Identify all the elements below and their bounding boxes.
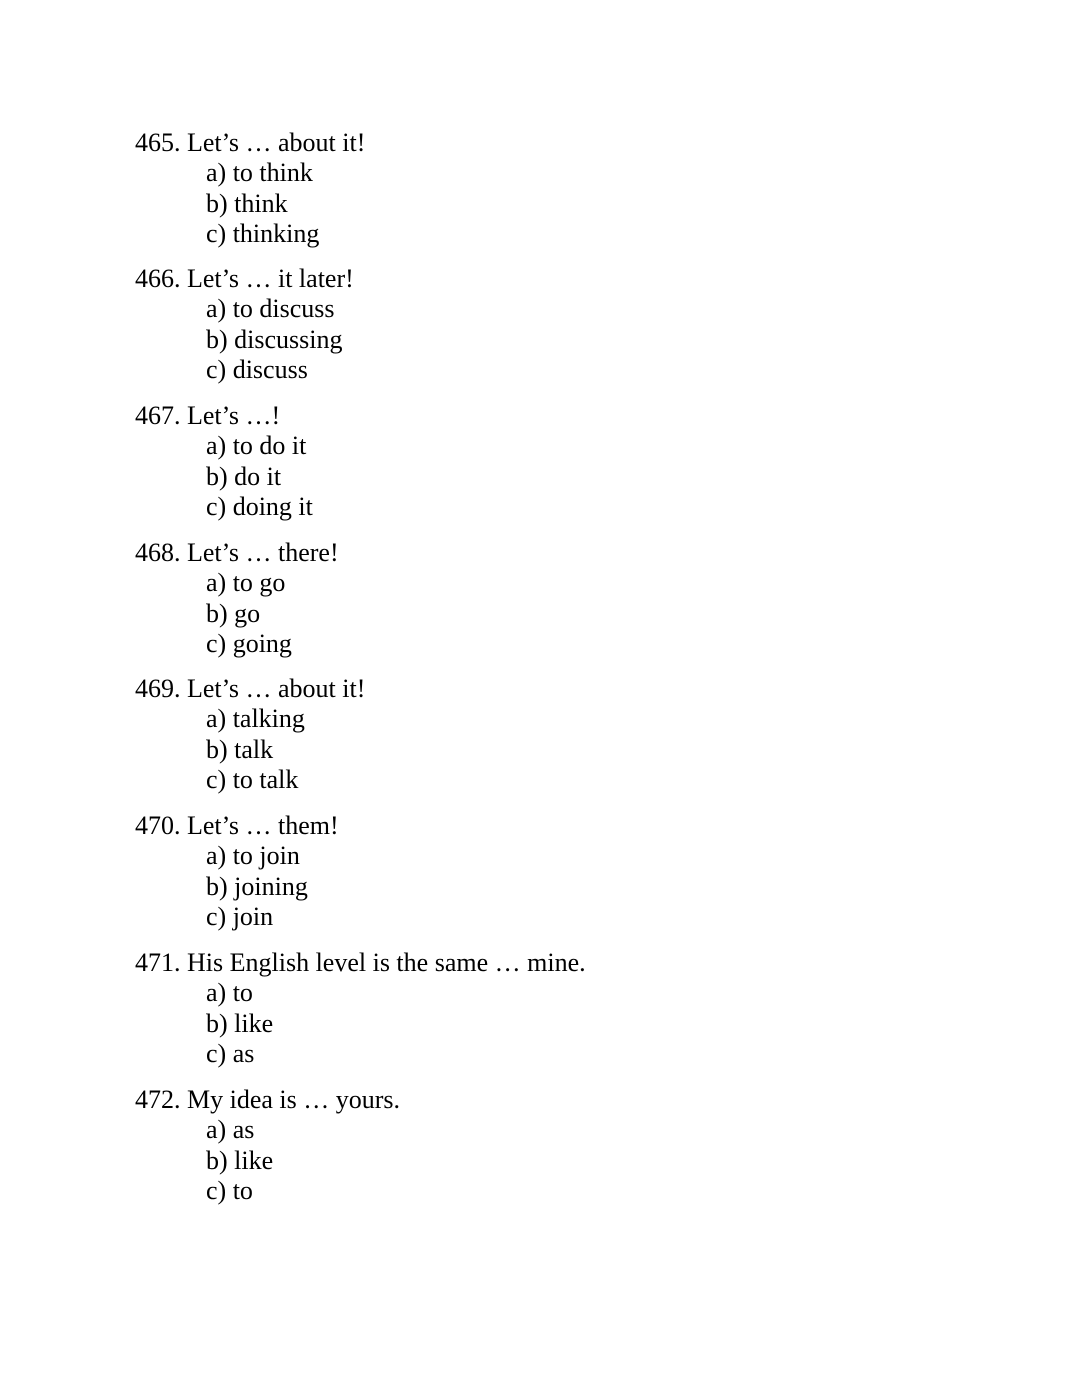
question-number: 468.: [135, 538, 181, 567]
question-472: [135, 1085, 1035, 1207]
option-b: b) go: [206, 598, 261, 628]
question-text: Let’s …!: [187, 401, 281, 430]
question-text: Let’s … there!: [187, 538, 339, 567]
option-c: c) discuss: [206, 355, 308, 384]
option-a: a) to: [206, 978, 253, 1007]
question-number: 469.: [135, 674, 181, 703]
option-c: c) going: [206, 629, 292, 658]
option-c: c) join: [206, 902, 274, 931]
question-stem: [135, 538, 1035, 568]
question-stem: [135, 128, 1035, 158]
option-c: c) to talk: [206, 765, 299, 794]
question-number: 466.: [135, 264, 181, 293]
question-text: Let’s … it later!: [187, 264, 354, 293]
option-a: a) to do it: [206, 431, 307, 460]
option-b: b) joining: [206, 871, 308, 901]
option-c: c) doing it: [206, 492, 313, 521]
option-list: [135, 158, 1035, 250]
question-468: [135, 538, 1035, 660]
option-b: b) discussing: [206, 324, 343, 354]
option-b: b) talk: [206, 734, 274, 764]
question-469: [135, 674, 1035, 796]
question-number: 472.: [135, 1085, 181, 1114]
option-a: a) talking: [206, 704, 305, 733]
option-c: c) to: [206, 1176, 253, 1205]
option-list: [135, 841, 1035, 933]
question-467: [135, 401, 1035, 523]
option-b: b) think: [206, 188, 288, 218]
question-number: 465.: [135, 128, 181, 157]
question-stem: [135, 811, 1035, 841]
question-text: Let’s … them!: [187, 811, 339, 840]
option-list: [135, 294, 1035, 386]
question-471: [135, 948, 1035, 1070]
question-stem: [135, 401, 1035, 431]
question-stem: [135, 674, 1035, 704]
option-list: [135, 978, 1035, 1070]
option-b: b) do it: [206, 461, 282, 491]
option-a: a) to think: [206, 158, 313, 187]
question-stem: [135, 948, 1035, 978]
option-list: [135, 431, 1035, 523]
question-466: [135, 264, 1035, 386]
option-c: c) thinking: [206, 219, 320, 248]
option-a: a) to go: [206, 568, 286, 597]
question-number: 467.: [135, 401, 181, 430]
option-c: c) as: [206, 1039, 255, 1068]
question-465: [135, 128, 1035, 250]
question-text: My idea is … yours.: [187, 1085, 401, 1114]
option-list: [135, 568, 1035, 660]
option-a: a) to discuss: [206, 294, 335, 323]
question-stem: [135, 1085, 1035, 1115]
option-a: a) to join: [206, 841, 300, 870]
question-stem: [135, 264, 1035, 294]
question-number: 470.: [135, 811, 181, 840]
option-list: [135, 1115, 1035, 1207]
option-b: b) like: [206, 1145, 274, 1175]
question-text: His English level is the same … mine.: [187, 948, 586, 977]
option-list: [135, 704, 1035, 796]
question-number: 471.: [135, 948, 181, 977]
question-text: Let’s … about it!: [187, 128, 366, 157]
option-a: a) as: [206, 1115, 255, 1144]
question-470: [135, 811, 1035, 933]
question-text: Let’s … about it!: [187, 674, 366, 703]
option-b: b) like: [206, 1008, 274, 1038]
